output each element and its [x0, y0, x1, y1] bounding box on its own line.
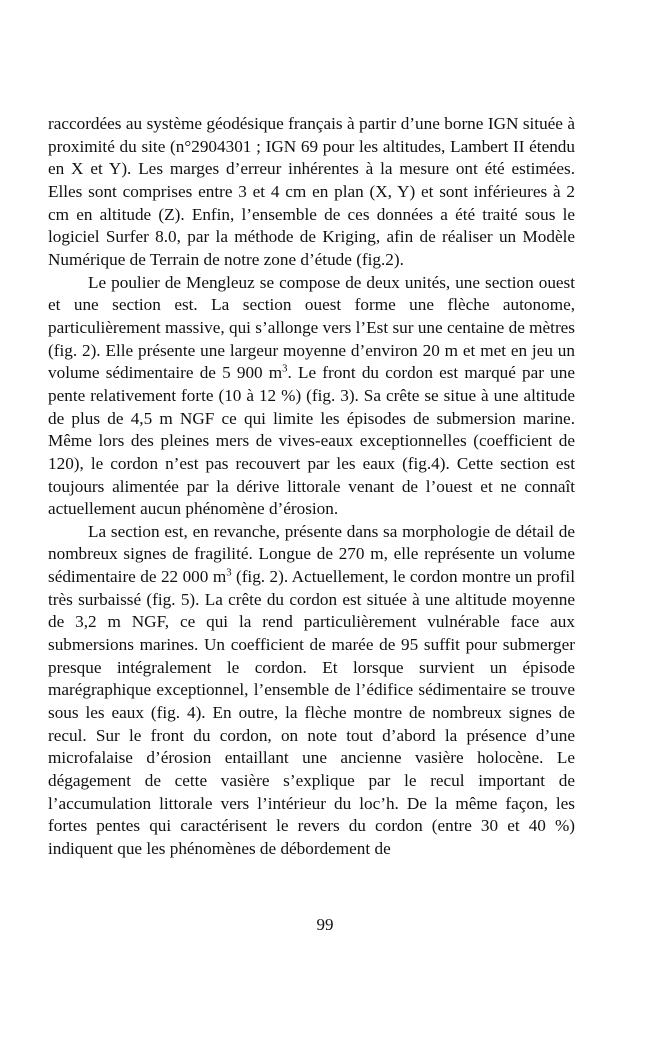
text-run: Le poulier de Mengleuz se compose de deux unités, une section ouest et une section est. La section ouest forme une flèche autonome, particulièrement massive, qui s’allonge vers l’Est sur une centaine de mètres (fig. 2). Elle présente une largeur moyenne d’environ 20 m et met en jeu un volume sédimentaire de 5 900 m	[48, 272, 575, 383]
paragraph	[48, 521, 575, 861]
paragraph	[48, 113, 575, 272]
paragraph	[48, 272, 575, 521]
text-run: La section est, en revanche, présente dans sa morphologie de détail de nombreux signes de fragilité. Longue de 270 m, elle représente un volume sédimentaire de 22 000 m	[48, 521, 575, 587]
text-run: (fig. 2). Actuellement, le cordon montre un profil très surbaissé (fig. 5). La crête du cordon est située à une altitude moyenne de 3,2 m NGF, ce qui la rend particulièrement vulnérable face aux submersions marines. Un coefficient de marée de 95 suffit pour submerger presque intégralement le cordon. Et lorsque survient un épisode marégraphique exceptionnel, l’ensemble de l’édifice sédimentaire se trouve sous les eaux (fig. 4). En outre, la flèche montre de nombreux signes de recul. Sur le front du cordon, on note tout d’abord la présence d’une microfalaise d’érosion entaillant une ancienne vasière holocène. Le dégagement de cette vasière s’explique par le recul important de l’accumulation littorale vers l’intérieur du loc’h. De la même façon, les fortes pentes qui caractérisent le revers du cordon (entre 30 et 40 %) indiquent que les phénomènes de débordement de	[48, 567, 575, 858]
text-run: raccordées au système géodésique français à partir d’une borne IGN située à proximité du site (n°2904301 ; IGN 69 pour les altitudes, Lambert II étendu en X et Y). Les marges d’erreur inhérentes à la mesure ont été estimées. Elles sont comprises entre 3 et 4 cm en plan (X, Y) et sont inférieures à 2 cm en altitude (Z). Enfin, l’ensemble de ces données a été traité sous le logiciel Surfer 8.0, par la méthode de Kriging, afin de réaliser un Modèle Numérique de Terrain de notre zone d’étude (fig.2).	[48, 114, 575, 269]
text-run: . Le front du cordon est marqué par une pente relativement forte (10 à 12 %) (fig. 3). Sa crête se situe à une altitude de plus de 4,5 m NGF ce qui limite les épisodes de submersion marine. Même lors des pleines mers de vives-eaux exceptionnelles (coefficient de 120), le cordon n’est pas recouvert par les eaux (fig.4). Cette section est toujours alimentée par la dérive littorale venant de l’ouest et ne connaît actuellement aucun phénomène d’érosion.	[48, 363, 575, 519]
superscript-exponent: 3	[282, 363, 288, 375]
page-number: 99	[316, 915, 334, 934]
body-text	[48, 113, 575, 861]
superscript-exponent: 3	[226, 567, 232, 579]
